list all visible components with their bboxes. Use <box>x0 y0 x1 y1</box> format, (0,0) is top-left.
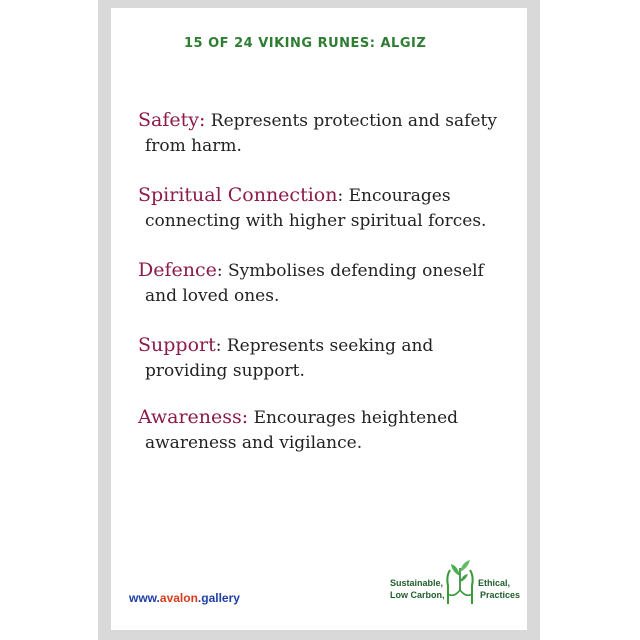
entry-text: : Symbolises defending oneself <box>216 261 484 281</box>
hands-holding-plant-icon <box>442 556 478 606</box>
entry-text-continued: connecting with higher spiritual forces. <box>145 211 487 231</box>
entry-support <box>138 333 498 384</box>
card-paper <box>111 8 527 630</box>
entry-term: Support <box>138 334 216 356</box>
eco-label-sustainable: Sustainable, <box>390 578 444 588</box>
entry-term: Defence <box>138 259 217 281</box>
website-suffix: .gallery <box>197 591 240 605</box>
entry-text-continued: awareness and vigilance. <box>145 433 363 453</box>
entry-term: Awareness: <box>138 406 249 428</box>
entry-text: : Encourages <box>337 186 451 206</box>
eco-badge <box>384 556 519 606</box>
entry-awareness <box>138 405 498 456</box>
entry-text: Represents protection and safety <box>205 111 497 131</box>
entry-term: Spiritual Connection <box>138 184 338 206</box>
entry-defence <box>138 258 498 309</box>
entry-text-continued: providing support. <box>145 361 305 381</box>
eco-label-practices: Practices <box>480 590 521 600</box>
entry-term: Safety: <box>138 109 206 131</box>
entry-text-continued: and loved ones. <box>145 286 280 306</box>
entry-text-continued: from harm. <box>145 136 242 156</box>
entry-spiritual-connection <box>138 183 498 234</box>
entry-text: : Represents seeking and <box>215 336 434 356</box>
website-brand: avalon <box>159 591 198 605</box>
entry-safety <box>138 108 498 159</box>
page-title: 15 OF 24 VIKING RUNES: ALGIZ <box>184 36 427 51</box>
entry-text: Encourages heightened <box>248 408 459 428</box>
website-prefix: www. <box>129 591 160 605</box>
website-link[interactable] <box>129 591 240 605</box>
eco-label-ethical: Ethical, <box>478 578 511 588</box>
eco-label-low-carbon: Low Carbon, <box>390 590 445 600</box>
